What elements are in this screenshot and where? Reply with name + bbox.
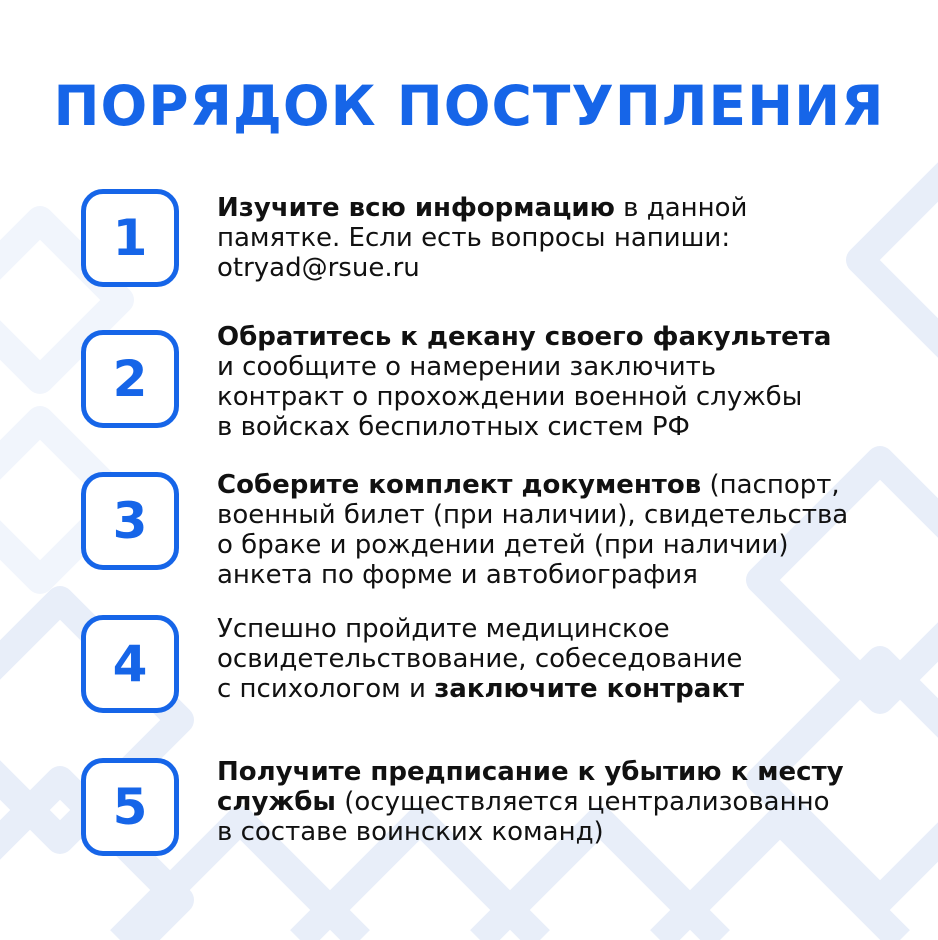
step-text-line [217, 223, 917, 253]
page-title: ПОРЯДОК ПОСТУПЛЕНИЯ [53, 74, 885, 138]
text-phrase: в данной [614, 193, 748, 223]
text-phrase: в войсках беспилотных систем РФ [217, 412, 690, 442]
bold-phrase: Получите предписание к убытию к месту [217, 757, 844, 787]
step-text-line [217, 757, 917, 787]
step-text-line [217, 787, 917, 817]
text-phrase: анкета по форме и автобиография [217, 560, 698, 590]
step-text-line [217, 614, 917, 644]
step-text-line [217, 193, 917, 223]
step-text-line [217, 644, 917, 674]
step-text-line [217, 470, 917, 500]
text-phrase: и сообщите о намерении заключить [217, 352, 717, 382]
bold-phrase: заключите контракт [434, 674, 745, 704]
step-text-line [217, 412, 917, 442]
step-text-line [217, 382, 917, 412]
bold-phrase: Обратитесь к декану своего факультета [217, 322, 832, 352]
step-text [217, 470, 917, 590]
step-text [217, 614, 917, 704]
step-text [217, 322, 917, 442]
step-text-line [217, 530, 917, 560]
step-text-line [217, 253, 917, 283]
step-text-line [217, 322, 917, 352]
bold-phrase: Изучите всю информацию [217, 193, 615, 223]
step-text-line [217, 674, 917, 704]
text-phrase: с психологом и [217, 674, 435, 704]
step-text-line [217, 817, 917, 847]
step-number-badge: 1 [81, 189, 179, 287]
text-phrase: otryad@rsue.ru [217, 253, 420, 283]
text-phrase: освидетельствование, собеседование [217, 644, 743, 674]
bold-phrase: службы [217, 787, 336, 817]
text-phrase: (паспорт, [701, 470, 840, 500]
step-text [217, 193, 917, 283]
text-phrase: военный билет (при наличии), свидетельства [217, 500, 849, 530]
step-text [217, 757, 917, 847]
text-phrase: памятке. Если есть вопросы напиши: [217, 223, 731, 253]
bold-phrase: Соберите комплект документов [217, 470, 702, 500]
step-text-line [217, 352, 917, 382]
step-number-badge: 5 [81, 758, 179, 856]
step-number-badge: 3 [81, 472, 179, 570]
step-number-badge: 2 [81, 330, 179, 428]
step-text-line [217, 500, 917, 530]
step-number-badge: 4 [81, 615, 179, 713]
text-phrase: в составе воинских команд) [217, 817, 604, 847]
text-phrase: Успешно пройдите медицинское [217, 614, 670, 644]
text-phrase: о браке и рождении детей (при наличии) [217, 530, 789, 560]
text-phrase: (осуществляется централизованно [335, 787, 830, 817]
step-text-line [217, 560, 917, 590]
text-phrase: контракт о прохождении военной службы [217, 382, 803, 412]
